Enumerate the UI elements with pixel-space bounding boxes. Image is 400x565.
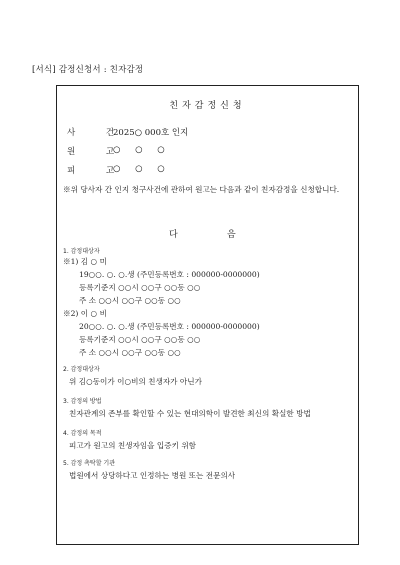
person-2-address: 주 소 ○○시 ○○구 ○○동 ○○ bbox=[79, 348, 181, 357]
section-2-body: 위 김○동이가 이○비의 친생자가 아닌가 bbox=[69, 377, 202, 386]
section-1-title: 1. 감정대상자 bbox=[63, 248, 100, 255]
form-label: [서식] 감정신청서 : 친자감정 bbox=[32, 65, 144, 75]
section-4-title: 4. 감정의 목적 bbox=[63, 430, 102, 437]
section-4-body: 피고가 원고의 친생자임을 입증키 위함 bbox=[69, 441, 197, 450]
intro-text: ※위 당사자 간 인지 청구사건에 관하여 원고는 다음과 같이 친자감정을 신청합니다. bbox=[63, 185, 340, 194]
person-1-address: 주 소 ○○시 ○○구 ○○동 ○○ bbox=[79, 296, 181, 305]
person-1-name: ※1) 김 ○ 미 bbox=[63, 257, 107, 266]
application-form bbox=[56, 85, 359, 545]
case-key: 사 건 bbox=[67, 128, 129, 138]
person-2-birth: 20○○. ○. ○.생 (주민등록번호 : 000000-0000000) bbox=[79, 322, 260, 331]
section-3-title: 3. 감정의 방법 bbox=[63, 398, 102, 405]
section-2-title: 2. 감정대상자 bbox=[63, 366, 100, 373]
heading-eum: 음 bbox=[227, 230, 236, 240]
defendant-value: ○ ○ ○ bbox=[113, 164, 171, 174]
person-2-registration: 등록기준지 ○○시 ○○구 ○○동 ○○ bbox=[79, 335, 201, 344]
defendant-key: 피 고 bbox=[67, 166, 129, 176]
section-5-title: 5. 감정 촉탁할 기관 bbox=[63, 460, 116, 467]
form-title: 친자감정신청 bbox=[169, 101, 246, 111]
plaintiff-key: 원 고 bbox=[67, 147, 129, 157]
person-1-birth: 19○○. ○. ○.생 (주민등록번호 : 000000-0000000) bbox=[79, 270, 260, 279]
case-value: 2025○ 000호 인지 bbox=[113, 128, 189, 138]
person-2-name: ※2) 이 ○ 비 bbox=[63, 309, 107, 318]
section-3-body: 친자관계의 존부를 확인할 수 있는 현대의학이 발견한 최신의 확실한 방법 bbox=[69, 409, 311, 418]
person-1-registration: 등록기준지 ○○시 ○○구 ○○동 ○○ bbox=[79, 283, 201, 292]
plaintiff-value: ○ ○ ○ bbox=[113, 145, 171, 155]
heading-da: 다 bbox=[169, 230, 178, 240]
section-5-body: 법원에서 상당하다고 인정하는 병원 또는 전문의사 bbox=[69, 471, 236, 480]
